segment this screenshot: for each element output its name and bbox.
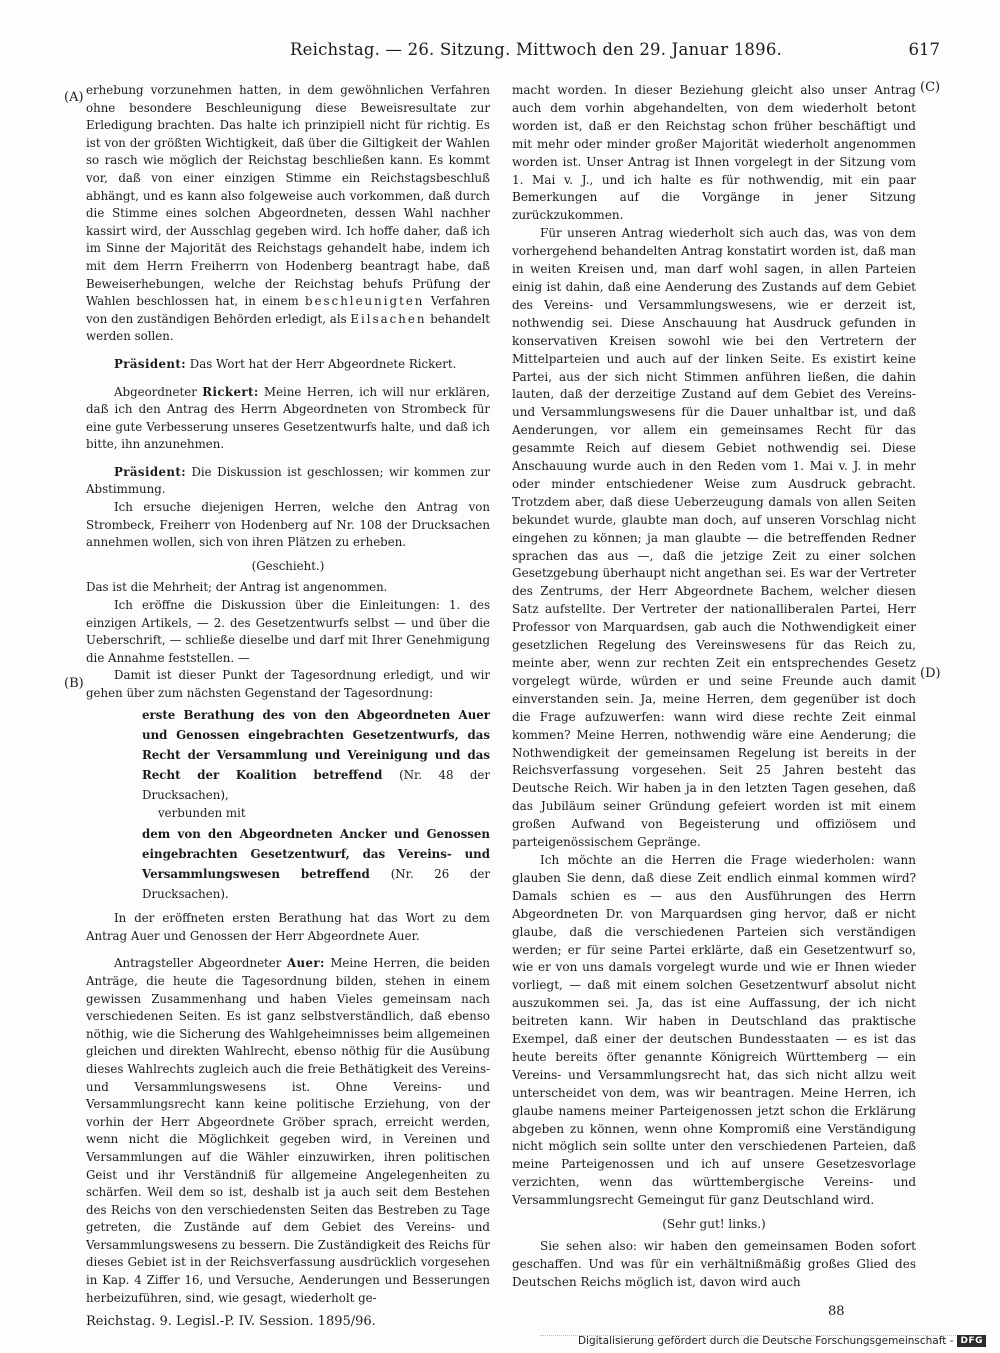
right-column bbox=[512, 82, 916, 1292]
bill-reference: (Nr. 26 der Drucksachen). bbox=[142, 867, 490, 902]
bill-reference: (Nr. 48 der Drucksachen), bbox=[142, 767, 491, 802]
emphasis: beschleunigten bbox=[305, 294, 425, 309]
agenda-item bbox=[142, 824, 490, 904]
page-number: 617 bbox=[908, 40, 940, 59]
stage-direction: (Sehr gut! links.) bbox=[662, 1217, 766, 1232]
bill-title: erste Berathung des von den Abgeordneten Auer und Genossen eingebrachten Gesetzentwurfs, das Recht der Versammlung und Vereinigung und das Recht der Koalition betreffend bbox=[142, 707, 490, 782]
paragraph: macht worden. In dieser Beziehung gleicht also unser Antrag auch dem vorhin abgehandelten, von dem wiederholt betont worden ist, daß er den Reichstag schon früher beschäftigt und mit mehr oder minder großer Majorität wiederholt angenommen worden ist. Unser Antrag ist Ihnen vorgelegt in der Sitzung vom 1. Mai v. J., und ich halte es für nothwendig, mit ein paar Bemerkungen auf die Vorgänge in jener Sitzung zurückzukommen. bbox=[512, 83, 916, 223]
agenda-item bbox=[142, 705, 490, 805]
paragraph: Das ist die Mehrheit; der Antrag ist angenommen. bbox=[86, 580, 388, 595]
paragraph: Für unseren Antrag wiederholt sich auch das, was von dem vorhergehend behandelten Antrag konstatirt worden ist, daß man in weiten Kreisen und, man darf wohl sagen, in allen Parteien einig ist dahin, daß eine Aenderung des Zustands auf dem Gebiet des Vereins- und Versammlungswesens, wie er derzeit ist, nothwendig sei. Diese Anschauung hat Ausdruck gefunden in konservativen Kreisen sowohl wie bei den Vertretern der Mittelparteien und auch auf der linken Seite. Es existirt keine Partei, aus der sich nicht Stimmen anführen ließen, die dahin lauten, daß der derzeitige Zustand auf dem Gebiet des Vereins- und Versammlungswesens für die Dauer unhaltbar ist, und daß Aenderungen, vor allem ein gemeinsames Recht für das gesammte Reich auf diesem Gebiet nothwendig sei. Diese Anschauung wurde auch in den Reden vom 1. Mai v. J. in mehr oder minder entschiedener Weise zum Ausdruck gebracht. Trotzdem aber, daß diese Ueberzeugung damals von allen Seiten bekundet wurde, glaubte man doch, auf unseren Vorschlag nicht eingehen zu können; ja man glaubte — die betreffenden Redner sprachen das aus —, daß die jetzige Zeit zu einer solchen Gesetzgebung überhaupt nicht angethan sei. Es war der Vertreter des Zentrums, der Herr Abgeordnete Bachem, welcher diesen Satz aufstellte. Der Vertreter der nationalliberalen Partei, Herr Professor von Marquardsen, gab auch die Nothwendigkeit einer gesetzlichen Regelung des Vereinswesens für das Reich zu, meinte aber, wenn zur rechten Zeit ein entsprechendes Gesetz vorgelegt würde, würden er und seine Freunde auch damit einverstanden sein. Ja, meine Herren, dem gegenüber ist doch die Frage aufzuwerfen: wann wird diese rechte Zeit einmal kommen? Meine Herren, nothwendig wäre eine Aenderung; die Nothwendigkeit der gemeinsamen Regelung ist bereits in der Reichsverfassung vorgesehen. Seit 25 Jahren besteht das Deutsche Reich. Wir haben ja in den letzten Tagen gesehen, daß das Jubiläum seiner Gründung gefeiert worden ist mit einem großen Aufwand von Begeisterung und offiziösem und parteigenössischem Gepränge. bbox=[512, 226, 916, 850]
text-run: Das Wort hat der Herr Abgeordnete Rickert. bbox=[189, 356, 457, 371]
running-header bbox=[280, 38, 940, 64]
paragraph bbox=[86, 356, 490, 374]
speaker-name: Auer: bbox=[286, 956, 325, 971]
sheet-number: 88 bbox=[828, 1304, 845, 1319]
text-run: behandelt werden sollen. bbox=[86, 311, 491, 344]
stage-direction: (Geschieht.) bbox=[251, 558, 325, 573]
text-run: Meine Herren, ich will nur erklären, daß ich den Antrag des Herrn Abgeordneten von Strombeck für eine gute Verbesserung unseres Gesetzentwurfs halte, und daß ich bitte, ihn anzunehmen. bbox=[86, 384, 491, 452]
text-run: Antragsteller Abgeordneter bbox=[114, 956, 282, 971]
speaker-name: Präsident: bbox=[114, 356, 186, 371]
margin-mark-a: (A) bbox=[64, 90, 84, 105]
dfg-logo-icon: DFG bbox=[957, 1335, 986, 1347]
speaker-name: Präsident: bbox=[114, 464, 186, 479]
text-run: Meine Herren, die beiden Anträge, die heute die Tagesordnung bilden, stehen in einem gewissen Zusammenhang und haben Vieles gemeinsam nach verschiedenen Seiten. Es ist ganz selbstverständlich, daß ebenso nöthig, wie die Sicherung des Wahlgeheimnisses beim allgemeinen gleichen und direkten Wahlrecht, ebenso nöthig für die Ausübung dieses Wahlrechts zugleich auch die freie Bethätigkeit des Vereins- und Versammlungswesens ist. Ohne Vereins- und Versammlungsrecht kann keine politische Erziehung, von der vorhin der Herr Abgeordnete Gröber sprach, erreicht werden, wenn nicht die Möglichkeit gegeben wird, in Vereinen und Versammlungen auf die Wähler einzuwirken, ihren politischen Geist und ihr Verständniß für allgemeine Angelegenheiten zu schärfen. Weil dem so ist, deshalb ist ja auch seit dem Bestehen des Reichs von den verschiedensten Seiten das Bestreben zu Tage getreten, die Zustände auf dem Gebiet des Vereins- und Versammlungswesens zu bessern. Die Zuständigkeit des Reichs für dieses Gebiet ist in der Reichsverfassung ausdrücklich vorgesehen in Kap. 4 Ziffer 16, und Versuche, Aenderungen und Besserungen herbeizuführen, sind, wie gesagt, wiederholt ge- bbox=[86, 956, 490, 1305]
paragraph bbox=[86, 82, 490, 346]
paragraph: Ich ersuche diejenigen Herren, welche den Antrag von Strombeck, Freiherr von Hodenberg auf Nr. 108 der Drucksachen annehmen wollen, sich von ihren Plätzen zu erheben. bbox=[86, 500, 490, 550]
text-run: erhebung vorzunehmen hatten, in dem gewöhnlichen Verfahren ohne besondere Beschleunigung diese Beweisresultate zur Erledigung brachten. Das halte ich prinzipiell nicht für richtig. Es ist von der größten Wichtigkeit, daß über die Giltigkeit der Wahlen so rasch wie möglich der Reichstag beschließen kann. Es kommt vor, daß von einer einzigen Stimme ein Reichstagsbeschluß abhängt, und es kann also folgeweise auch vorkommen, daß durch die Stimme eines solchen Abgeordneten, dessen Wahl nachher kassirt wird, der Ausschlag gegeben wird. Ich hoffe daher, daß ich im Sinne der Majorität des Reichstags gehandelt habe, indem ich mit dem Herrn Freiherrn von Hodenberg beantragt habe, daß Beweiserhebungen, welche der Reichstag behufs Prüfung der Wahlen beschlossen hat, in einem bbox=[86, 83, 490, 309]
margin-mark-b: (B) bbox=[64, 676, 84, 691]
margin-mark-d: (D) bbox=[920, 666, 941, 681]
paragraph bbox=[86, 464, 490, 499]
header-title: Reichstag. — 26. Sitzung. Mittwoch den 29. Januar 1896. bbox=[290, 40, 782, 59]
text-run: Abgeordneter bbox=[114, 384, 197, 399]
text-run: Die Diskussion ist geschlossen; wir kommen zur Abstimmung. bbox=[86, 464, 491, 497]
paragraph: In der eröffneten ersten Berathung hat das Wort zu dem Antrag Auer und Genossen der Herr Abgeordnete Auer. bbox=[86, 911, 490, 943]
text-run: Verfahren von den zuständigen Behörden erledigt, als bbox=[86, 294, 490, 326]
agenda-connector: verbunden mit bbox=[158, 805, 246, 820]
digitization-credit bbox=[578, 1335, 986, 1347]
credit-text: Digitalisierung gefördert durch die Deutsche Forschungsgemeinschaft - bbox=[577, 1335, 954, 1347]
paragraph: Sie sehen also: wir haben den gemeinsamen Boden sofort geschaffen. Und was für ein verhältnißmäßig großes Glied des Deutschen Reichs möglich ist, davon wird auch bbox=[512, 1239, 916, 1289]
footer-session-info: Reichstag. 9. Legisl.-P. IV. Session. 1895/96. bbox=[86, 1314, 376, 1329]
margin-mark-c: (C) bbox=[920, 80, 941, 95]
bill-title: dem von den Abgeordneten Ancker und Genossen eingebrachten Gesetzentwurf, das Vereins- und Versammlungswesen betreffend bbox=[142, 827, 490, 882]
paragraph bbox=[86, 384, 490, 454]
emphasis: Eilsachen bbox=[350, 311, 427, 326]
left-column bbox=[86, 82, 490, 1307]
paragraph: Ich möchte an die Herren die Frage wiederholen: wann glauben Sie denn, daß diese Zeit endlich einmal kommen wird? Damals schien es — aus den Ausführungen des Herrn Abgeordneten Dr. von Marquardsen ging hervor, daß er nicht glaube, daß die verschiedenen Parteien sich verständigen werden; er für seine Partei erklärte, daß ein Gesetzentwurf so, wie er von uns damals vorgelegt wurde und wie er Ihnen wieder vorliegt, — daß mit einem solchen Gesetzentwurf absolut nicht auszukommen sei. Ja, das ist eine Auffassung, der ich nicht beitreten kann. Wir haben in Deutschland das praktische Exempel, daß einer der deutschen Bundesstaaten — es ist das heute bereits öfter genannte Königreich Württemberg — ein Vereins- und Versammlungsrecht hat, das sich nicht allzu weit unterscheidet von dem, was wir beantragen. Meine Herren, ich glaube namens meiner Parteigenossen jetzt schon die Erklärung abgeben zu können, wenn ohne Kompromiß eine Verständigung nicht möglich sein sollte unter den verschiedenen Parteien, daß meine Parteigenossen und ich auf unsere Gesetzesvorlage verzichten, wenn das württembergische Vereins- und Versammlungsrecht Gemeingut für ganz Deutschland wird. bbox=[512, 852, 916, 1208]
paragraph bbox=[86, 955, 490, 1307]
speaker-name: Rickert: bbox=[202, 384, 259, 399]
paragraph: Ich eröffne die Diskussion über die Einleitungen: 1. des einzigen Artikels, — 2. des Gesetzentwurfs selbst — und über die Ueberschrift, — schließe dieselbe und darf mit Ihrer Genehmigung die Annahme feststellen. — bbox=[86, 598, 490, 665]
paragraph: Damit ist dieser Punkt der Tagesordnung erledigt, und wir gehen über zum nächsten Gegenstand der Tagesordnung: bbox=[86, 668, 490, 700]
